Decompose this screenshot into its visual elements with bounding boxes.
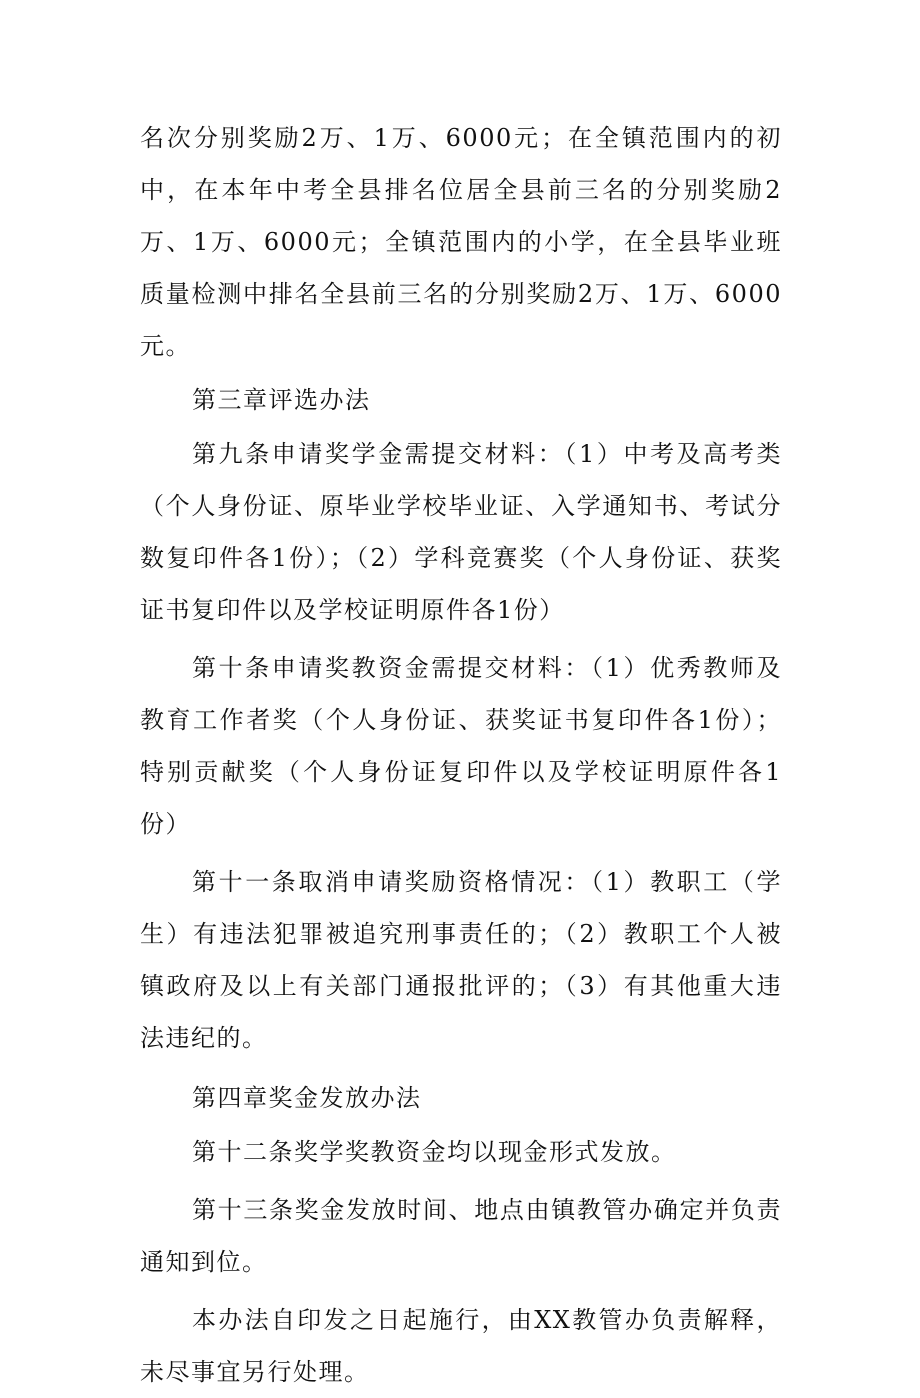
article-13-paragraph: 第十三条奖金发放时间、地点由镇教管办确定并负责通知到位。: [140, 1196, 782, 1276]
article-12-paragraph: 第十二条奖学奖教资金均以现金形式发放。: [192, 1138, 677, 1166]
document-body: [140, 112, 782, 1398]
chapter-4-heading: 第四章奖金发放办法: [192, 1084, 422, 1112]
closing-paragraph: 本办法自印发之日起施行，由XX教管办负责解释，未尽事宜另行处理。: [140, 1306, 782, 1386]
paragraph-award-amounts: 名次分别奖励2万、1万、6000元；在全镇范围内的初中，在本年中考全县排名位居全县前三名的分别奖励2万、1万、6000元；全镇范围内的小学，在全县毕业班质量检测中排名全县前三名的分别奖励2万、1万、6000元。: [140, 124, 782, 360]
article-9-paragraph: 第九条申请奖学金需提交材料：（1）中考及高考类（个人身份证、原毕业学校毕业证、入学通知书、考试分数复印件各1份）；（2）学科竞赛奖（个人身份证、获奖证书复印件以及学校证明原件各1份）: [140, 440, 782, 624]
article-10-paragraph: 第十条申请奖教资金需提交材料：（1）优秀教师及教育工作者奖（个人身份证、获奖证书复印件各1份）；特别贡献奖（个人身份证复印件以及学校证明原件各1份）: [140, 654, 782, 838]
article-11-paragraph: 第十一条取消申请奖励资格情况：（1）教职工（学生）有违法犯罪被追究刑事责任的；（2）教职工个人被镇政府及以上有关部门通报批评的；（3）有其他重大违法违纪的。: [140, 868, 782, 1052]
chapter-3-heading: 第三章评选办法: [192, 386, 371, 414]
